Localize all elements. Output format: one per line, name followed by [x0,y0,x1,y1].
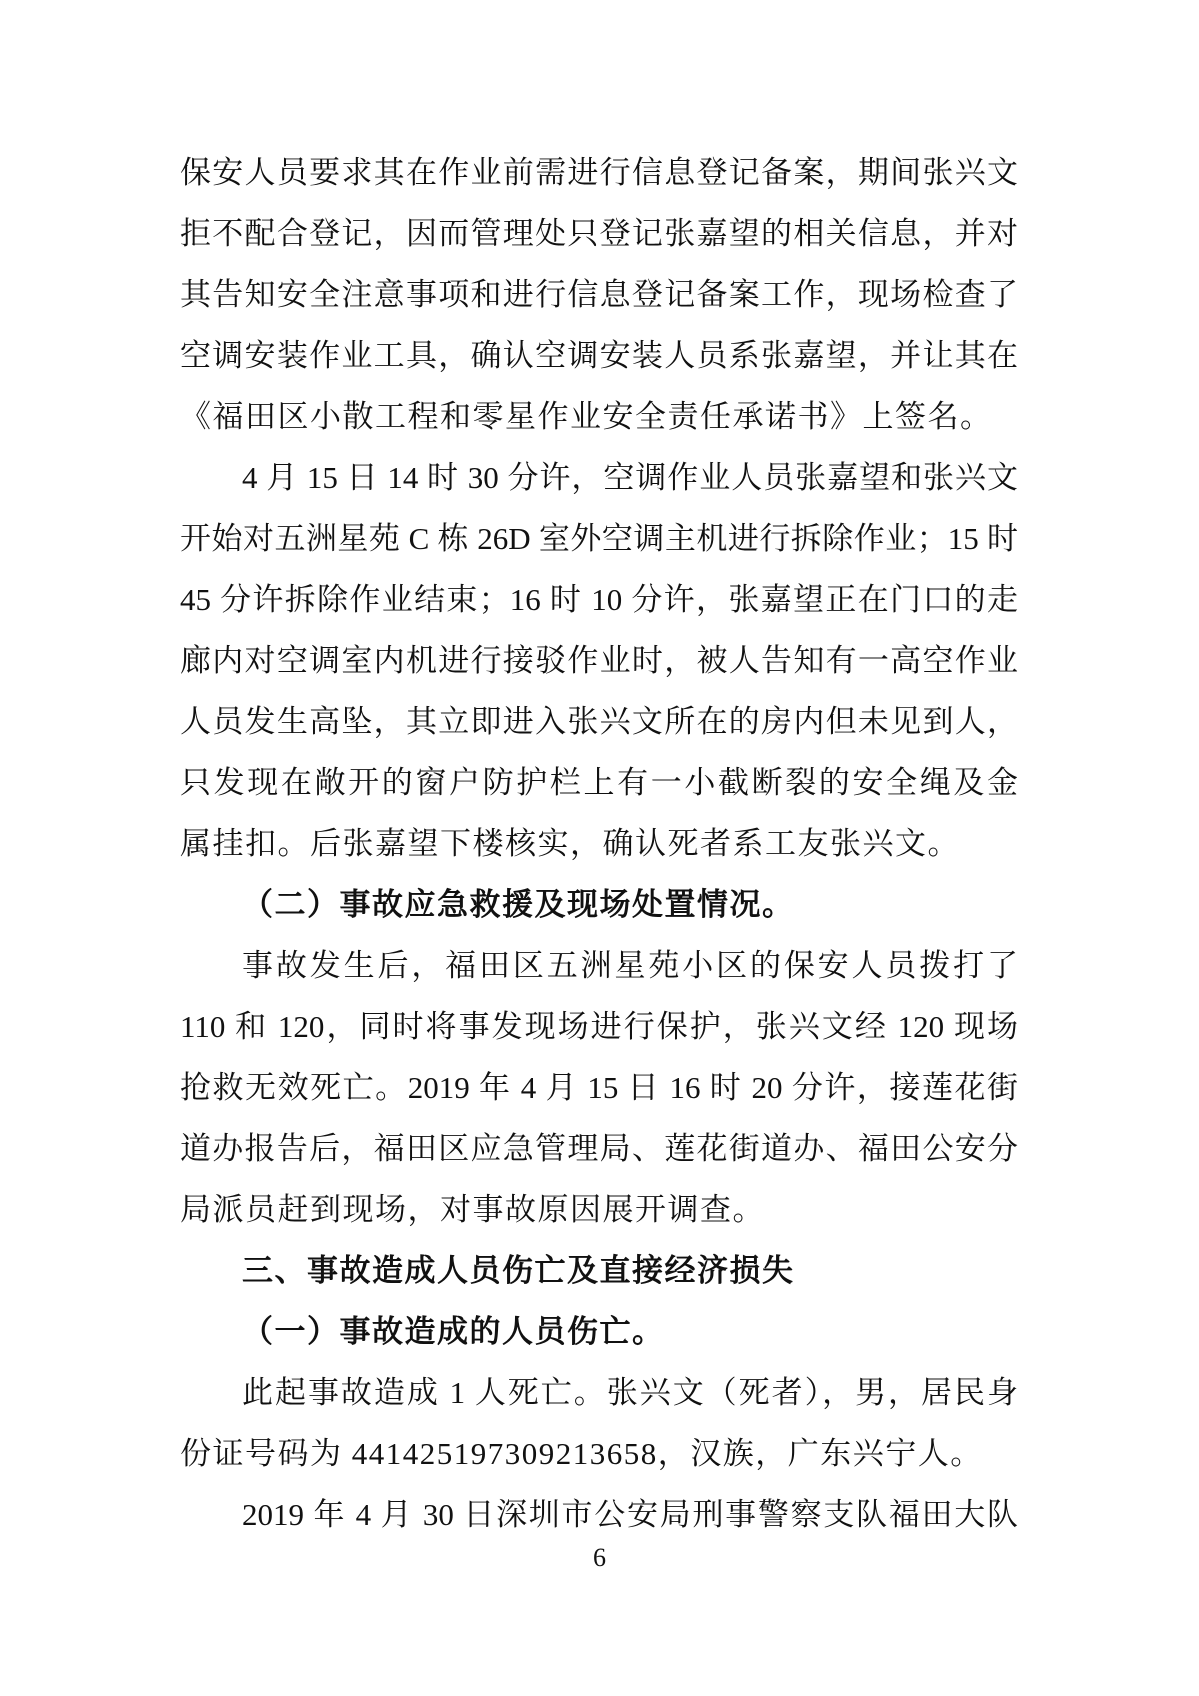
heading-line: （二）事故应急救援及现场处置情况。 [242,887,795,922]
text-line: 属挂扣。后张嘉望下楼核实，确认死者系工友张兴文。 [180,826,960,861]
text-line: 45 分许拆除作业结束；16 时 10 分许，张嘉望正在门口的走 [180,582,1018,617]
text-line: 份证号码为 441425197309213658，汉族，广东兴宁人。 [180,1436,983,1471]
page-number: 6 [593,1543,606,1572]
text-line: 4 月 15 日 14 时 30 分许，空调作业人员张嘉望和张兴文 [242,460,1018,495]
text-line: 2019 年 4 月 30 日深圳市公安局刑事警察支队福田大队 [242,1497,1018,1532]
text-line: 此起事故造成 1 人死亡。张兴文（死者），男，居民身 [242,1375,1018,1410]
text-line: 事故发生后，福田区五洲星苑小区的保安人员拨打了 [242,948,1018,983]
heading-line: 三、事故造成人员伤亡及直接经济损失 [242,1253,795,1288]
text-line: 其告知安全注意事项和进行信息登记备案工作，现场检查了 [180,277,1018,312]
text-line: 空调安装作业工具，确认空调安装人员系张嘉望，并让其在 [180,338,1018,373]
text-line: 拒不配合登记，因而管理处只登记张嘉望的相关信息，并对 [180,216,1018,251]
text-line: 《福田区小散工程和零星作业安全责任承诺书》上签名。 [180,399,993,434]
text-line: 开始对五洲星苑 C 栋 26D 室外空调主机进行拆除作业；15 时 [180,521,1018,556]
text-line: 廊内对空调室内机进行接驳作业时，被人告知有一高空作业 [180,643,1018,678]
text-line: 抢救无效死亡。2019 年 4 月 15 日 16 时 20 分许，接莲花街 [180,1070,1018,1105]
document-body [180,142,1018,1545]
text-line: 局派员赶到现场，对事故原因展开调查。 [180,1192,765,1227]
text-line: 110 和 120，同时将事发现场进行保护，张兴文经 120 现场 [180,1009,1018,1044]
text-line: 只发现在敞开的窗户防护栏上有一小截断裂的安全绳及金 [180,765,1018,800]
text-line: 保安人员要求其在作业前需进行信息登记备案，期间张兴文 [180,155,1018,190]
text-line: 人员发生高坠，其立即进入张兴文所在的房内但未见到人， [180,704,1018,739]
heading-line: （一）事故造成的人员伤亡。 [242,1314,665,1349]
text-line: 道办报告后，福田区应急管理局、莲花街道办、福田公安分 [180,1131,1018,1166]
